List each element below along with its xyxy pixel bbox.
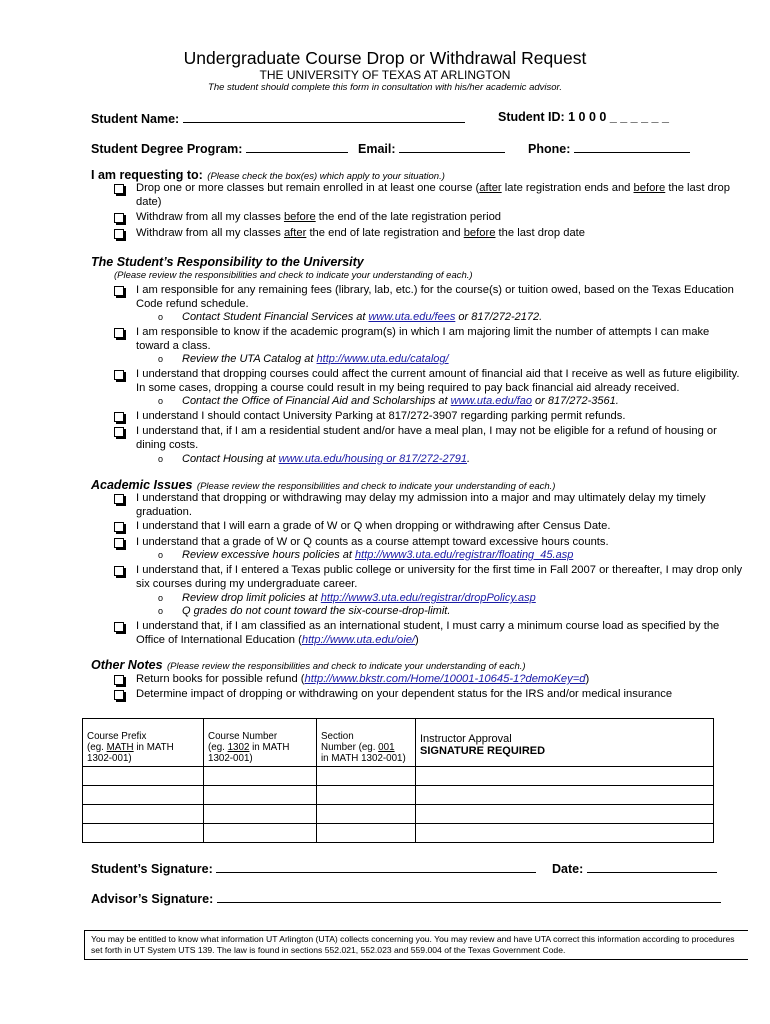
- student-signature-label: Student’s Signature:: [91, 862, 213, 876]
- advisor-signature-field[interactable]: [91, 890, 721, 906]
- cell-prefix[interactable]: [83, 786, 204, 805]
- table-row: [83, 767, 714, 786]
- degree-program-label: Student Degree Program:: [91, 142, 243, 156]
- cell-section[interactable]: [317, 786, 416, 805]
- cell-prefix[interactable]: [83, 824, 204, 843]
- course-table-header: [83, 719, 714, 767]
- drop-limit-review: o Review drop limit policies at http://www3.uta.edu/registrar/dropPolicy.asp: [158, 592, 536, 604]
- fees-contact: o Contact Student Financial Services at www.uta.edu/fees or 817/272-2172.: [158, 311, 543, 323]
- student-signature-field[interactable]: [91, 860, 536, 876]
- cell-signature[interactable]: [416, 805, 714, 824]
- housing-contact: o Contact Housing at www.uta.edu/housing or 817/272-2791.: [158, 453, 471, 465]
- dependent-status-checkbox[interactable]: [114, 690, 124, 700]
- catalog-link[interactable]: http://www.uta.edu/catalog/: [316, 353, 449, 365]
- cell-number[interactable]: [204, 824, 317, 843]
- housing-checkbox[interactable]: [114, 427, 124, 437]
- admission-delay-text: I understand that dropping or withdrawing may delay my admission into a major and may ultimately delay my timely graduation.: [136, 492, 706, 518]
- header-course-prefix: Course Prefix (eg. MATH in MATH 1302-001): [83, 719, 204, 767]
- advisor-signature-line[interactable]: [217, 890, 721, 903]
- cell-number[interactable]: [204, 767, 317, 786]
- student-name-field[interactable]: [91, 110, 465, 126]
- dependent-status-text: Determine impact of dropping or withdrawing on your dependent status for the IRS and/or medical insurance: [136, 688, 673, 700]
- student-signature-line[interactable]: [216, 860, 536, 873]
- return-books-text: Return books for possible refund (http://www.bkstr.com/Home/10001-10645-1?demoKey=d): [136, 673, 590, 685]
- international-checkbox[interactable]: [114, 622, 124, 632]
- degree-program-field[interactable]: [91, 140, 348, 156]
- drop-policy-link[interactable]: http://www3.uta.edu/registrar/dropPolicy.asp: [320, 592, 536, 604]
- cell-signature[interactable]: [416, 767, 714, 786]
- other-notes-heading: Other Notes (Please review the responsibilities and check to indicate your understanding of each.): [91, 658, 526, 672]
- phone-line[interactable]: [574, 140, 690, 153]
- request-withdraw-before-checkbox[interactable]: [114, 213, 124, 223]
- excessive-hours-checkbox[interactable]: [114, 538, 124, 548]
- cell-signature[interactable]: [416, 786, 714, 805]
- academic-heading: Academic Issues (Please review the responsibilities and check to indicate your understanding of each.): [91, 478, 556, 492]
- student-id-field[interactable]: Student ID: 1 0 0 0 _ _ _ _ _ _: [498, 110, 669, 124]
- request-drop-text: Drop one or more classes but remain enrolled in at least one course (after late registration ends and before the last drop date): [136, 182, 730, 208]
- fees-link[interactable]: www.uta.edu/fees: [368, 311, 456, 323]
- admission-delay-checkbox[interactable]: [114, 494, 124, 504]
- bookstore-link[interactable]: http://www.bkstr.com/Home/10001-10645-1?demoKey=d: [304, 673, 586, 685]
- email-label: Email:: [358, 142, 396, 156]
- student-name-line[interactable]: [183, 110, 465, 123]
- date-line[interactable]: [587, 860, 717, 873]
- email-line[interactable]: [399, 140, 505, 153]
- degree-program-line[interactable]: [246, 140, 348, 153]
- date-label: Date:: [552, 862, 584, 876]
- privacy-notice: You may be entitled to know what information UT Arlington (UTA) collects concerning you. You may review and have UTA correct this information according to procedures set forth in UT System UTS 139. The law is found in sections 552.021, 552.023 and 559.004 of the Texas Government Code.: [84, 930, 748, 960]
- fao-link[interactable]: www.uta.edu/fao: [450, 395, 532, 407]
- drop-limit-text: I understand that, if I entered a Texas public college or university for the first time in Fall 2007 or thereafter, I may drop only six courses during my undergraduate career.: [136, 564, 743, 590]
- housing-link[interactable]: www.uta.edu/housing or 817/272-2791: [278, 453, 467, 465]
- request-drop-checkbox[interactable]: [114, 184, 124, 194]
- table-row: [83, 786, 714, 805]
- excessive-hours-review: o Review excessive hours policies at http://www3.uta.edu/registrar/floating_45.asp: [158, 549, 574, 561]
- date-field[interactable]: [552, 860, 717, 876]
- form-instruction: The student should complete this form in consultation with his/her academic advisor.: [208, 82, 562, 93]
- excessive-hours-text: I understand that a grade of W or Q counts as a course attempt toward excessive hours counts.: [136, 536, 609, 548]
- cell-prefix[interactable]: [83, 805, 204, 824]
- financial-aid-contact: o Contact the Office of Financial Aid and Scholarships at www.uta.edu/fao or 817/272-3561.: [158, 395, 619, 407]
- cell-section[interactable]: [317, 805, 416, 824]
- course-table: [82, 718, 714, 843]
- cell-prefix[interactable]: [83, 767, 204, 786]
- financial-aid-text: I understand that dropping courses could affect the current amount of financial aid that I receive as well as future eligibility. In some cases, dropping a course could result in my being required to pay back financial aid already received.: [136, 368, 740, 394]
- university-name: THE UNIVERSITY OF TEXAS AT ARLINGTON: [259, 68, 511, 82]
- attempts-text: I am responsible to know if the academic program(s) in which I am majoring limit the number of attempts I can make toward a class.: [136, 326, 710, 352]
- attempts-checkbox[interactable]: [114, 328, 124, 338]
- request-withdraw-before-text: Withdraw from all my classes before the end of the late registration period: [136, 211, 502, 223]
- cell-section[interactable]: [317, 824, 416, 843]
- table-row: [83, 824, 714, 843]
- requesting-heading: I am requesting to: (Please check the box(es) which apply to your situation.): [91, 168, 445, 182]
- catalog-review: o Review the UTA Catalog at http://www.uta.edu/catalog/: [158, 353, 449, 365]
- fees-text: I am responsible for any remaining fees (library, lab, etc.) for the course(s) or tuition owed, based on the Texas Education Code refund schedule.: [136, 284, 734, 310]
- international-text: I understand that, if I am classified as an international student, I must carry a minimum course load as specified by the Office of International Education (http://www.uta.edu/oie/): [136, 620, 720, 646]
- advisor-signature-label: Advisor’s Signature:: [91, 892, 214, 906]
- parking-checkbox[interactable]: [114, 412, 124, 422]
- grade-w-q-checkbox[interactable]: [114, 522, 124, 532]
- fees-checkbox[interactable]: [114, 286, 124, 296]
- oie-link[interactable]: http://www.uta.edu/oie/: [301, 633, 416, 646]
- phone-field[interactable]: [528, 140, 690, 156]
- form-title: Undergraduate Course Drop or Withdrawal Request: [183, 48, 587, 68]
- housing-text: I understand that, if I am a residential student and/or have a meal plan, I may not be eligible for a refund of housing or dining costs.: [136, 425, 717, 451]
- responsibility-note: (Please review the responsibilities and check to indicate your understanding of each.): [114, 270, 473, 281]
- responsibility-heading: The Student’s Responsibility to the University: [91, 255, 364, 269]
- email-field[interactable]: [358, 140, 505, 156]
- cell-number[interactable]: [204, 805, 317, 824]
- header-section-number: Section Number (eg. 001 in MATH 1302-001): [317, 719, 416, 767]
- cell-section[interactable]: [317, 767, 416, 786]
- request-withdraw-after-checkbox[interactable]: [114, 229, 124, 239]
- request-withdraw-after-text: Withdraw from all my classes after the end of late registration and before the last drop date: [136, 227, 585, 239]
- floating-45-link[interactable]: http://www3.uta.edu/registrar/floating_45.asp: [355, 549, 574, 561]
- header-instructor-approval: Instructor Approval SIGNATURE REQUIRED: [416, 719, 714, 767]
- student-name-label: Student Name:: [91, 112, 180, 126]
- header-course-number: Course Number (eg. 1302 in MATH 1302-001): [204, 719, 317, 767]
- financial-aid-checkbox[interactable]: [114, 370, 124, 380]
- parking-text: I understand I should contact University Parking at 817/272-3907 regarding parking permit refunds.: [136, 410, 626, 422]
- grade-w-q-text: I understand that I will earn a grade of W or Q when dropping or withdrawing after Census Date.: [136, 520, 611, 532]
- return-books-checkbox[interactable]: [114, 675, 124, 685]
- q-grades-note: o Q grades do not count toward the six-course-drop-limit.: [158, 605, 451, 617]
- phone-label: Phone:: [528, 142, 571, 156]
- cell-number[interactable]: [204, 786, 317, 805]
- cell-signature[interactable]: [416, 824, 714, 843]
- table-row: [83, 805, 714, 824]
- drop-limit-checkbox[interactable]: [114, 566, 124, 576]
